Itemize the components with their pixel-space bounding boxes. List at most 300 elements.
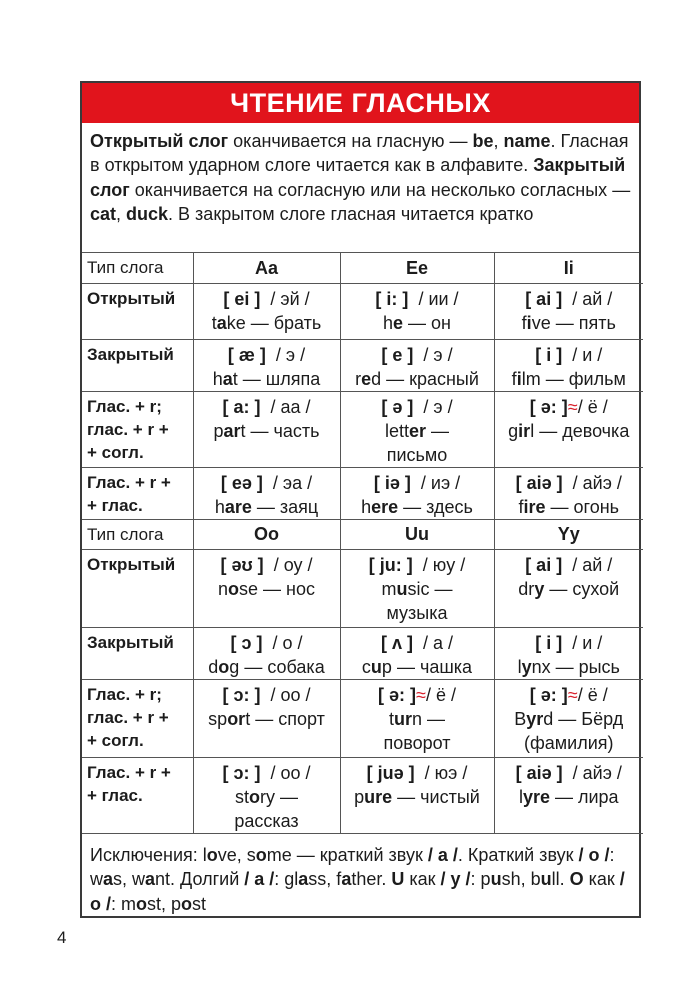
transcription-line [194, 395, 340, 419]
transcription-line [495, 631, 644, 655]
exc-text: sh, b [501, 869, 541, 889]
exc-bold: / y / [440, 869, 471, 889]
example-word-part: g [229, 656, 240, 677]
transcription-line [341, 395, 494, 419]
example-word-part: d [371, 368, 382, 389]
example-word-vowel: u [396, 578, 408, 599]
example-word-part: ke [226, 312, 246, 333]
russian-transcription: / ай / [572, 554, 613, 575]
syllable-type-line: Закрытый [87, 344, 174, 364]
example-line [495, 419, 644, 443]
translation: — чашка [391, 656, 473, 677]
syllable-type-cell [82, 757, 193, 833]
example-word-part: lm [521, 368, 541, 389]
column-header-letter: Oo [193, 519, 340, 549]
exc-text: как [583, 869, 620, 889]
syllable-type-line: Глас. + r; [87, 396, 162, 416]
exc-text: : gl [274, 869, 299, 889]
transcription-line [194, 761, 340, 785]
vowel-cell [494, 679, 643, 757]
translation: — красный [381, 368, 479, 389]
column-header-letter: Ii [494, 253, 643, 283]
table-row [82, 627, 643, 679]
transcription-line [495, 287, 644, 311]
intro-term-open: Открытый слог [90, 131, 229, 151]
ipa-transcription: [ ə ] [381, 396, 414, 417]
example-word-part: f [521, 312, 527, 333]
russian-transcription: / иэ / [420, 472, 461, 493]
russian-transcription: / ё / [425, 684, 456, 705]
example-word-vowel: yr [526, 708, 544, 729]
translation: — [422, 708, 446, 729]
intro-example: cat [90, 204, 117, 225]
example-word-vowel: ur [393, 708, 412, 729]
ipa-transcription: [ ə: ] [378, 684, 417, 705]
example-word-part: l [530, 420, 535, 441]
ipa-transcription: [ i ] [535, 632, 563, 653]
example-line [341, 707, 494, 731]
example-word-part: t [388, 708, 394, 729]
example-line [341, 367, 494, 391]
example-line [495, 311, 644, 335]
syllable-type-line: + глас. [87, 495, 143, 515]
transcription-line [194, 343, 340, 367]
table-row [82, 679, 643, 757]
vowel-cell [494, 339, 643, 391]
example-word-part: t [245, 708, 251, 729]
exc-bold: a [341, 869, 352, 889]
vowel-cell [494, 549, 643, 627]
exc-text: ve, s [217, 844, 256, 865]
vowel-cell [340, 391, 494, 467]
syllable-type-line: Открытый [87, 554, 176, 574]
exc-bold: u [490, 869, 502, 889]
translation: — спорт [250, 708, 325, 729]
example-word-part: d [208, 656, 219, 677]
example-word-part: n [411, 708, 422, 729]
exc-bold: / o / [90, 869, 625, 914]
intro-text: , [493, 131, 504, 151]
table-row [82, 467, 643, 519]
example-word-part: t [232, 368, 238, 389]
translation: — он [403, 312, 451, 333]
example-line [341, 785, 494, 809]
exc-bold: o [136, 893, 147, 914]
example-word-part: t [211, 312, 217, 333]
translation: — пять [550, 312, 616, 333]
column-header-letter: Aa [193, 253, 340, 283]
intro-text: , [116, 204, 127, 225]
translation: — брать [245, 312, 322, 333]
example-line [194, 419, 340, 443]
exc-text: Исключения: l [90, 844, 207, 865]
ipa-transcription: [ e ] [381, 344, 414, 365]
intro-text: оканчивается на гласную — [228, 131, 473, 151]
transcription-line [495, 761, 644, 785]
russian-transcription: / оу / [273, 554, 313, 575]
syllable-type-line: + согл. [87, 442, 144, 462]
ipa-transcription: [ ɔ: ] [222, 762, 261, 783]
table-row [82, 339, 643, 391]
russian-transcription: / ё / [577, 396, 608, 417]
transcription-line [341, 683, 494, 707]
intro-example: duck [126, 204, 169, 225]
ipa-transcription: [ i: ] [375, 288, 409, 309]
exceptions-paragraph [82, 834, 639, 917]
russian-transcription: / эй / [270, 288, 310, 309]
syllable-type-cell [82, 339, 193, 391]
exc-bold: o [181, 893, 193, 914]
table-row [82, 283, 643, 339]
vowel-cell [193, 391, 340, 467]
example-line [495, 367, 644, 391]
example-word-part: m [381, 578, 397, 599]
example-word-part: h [383, 312, 394, 333]
ipa-transcription: [ əʊ ] [220, 554, 264, 575]
example-word-vowel: yre [522, 786, 550, 807]
ipa-transcription: [ aiə ] [515, 762, 563, 783]
ipa-transcription: [ i ] [535, 344, 563, 365]
example-line [194, 577, 340, 601]
table-row [82, 757, 643, 833]
example-word-part: f [511, 368, 517, 389]
vowel-cell [494, 283, 643, 339]
syllable-type-line: + согл. [87, 730, 144, 750]
column-header-syllable-type: Тип слога [82, 519, 193, 549]
intro-term-closed: Закрытый слог [90, 155, 626, 200]
example-word-part: l [518, 786, 523, 807]
example-line [495, 707, 644, 731]
transcription-line [341, 287, 494, 311]
exc-bold: / o / [578, 844, 610, 865]
exc-text: st, p [147, 893, 182, 914]
transcription-line [495, 471, 644, 495]
example-word-vowel: a [222, 368, 233, 389]
transcription-line [341, 761, 494, 785]
example-word-part: t [240, 420, 246, 441]
exc-text: : p [470, 869, 491, 889]
russian-transcription: / оо / [270, 762, 311, 783]
example-word-part: d [543, 708, 554, 729]
russian-transcription: / и / [572, 632, 603, 653]
example-line [341, 577, 494, 601]
translation-continued: письмо [386, 444, 448, 465]
syllable-type-line: Закрытый [87, 632, 174, 652]
example-line [194, 367, 340, 391]
example-line [495, 655, 644, 679]
example-word-vowel: y [521, 656, 532, 677]
approx-sign: ≈ [567, 684, 578, 705]
exc-bold: a [298, 869, 309, 889]
translation: — здесь [398, 496, 473, 517]
example-line [495, 785, 644, 809]
example-word-vowel: i [526, 312, 532, 333]
example-word-vowel: o [218, 656, 230, 677]
syllable-type-cell [82, 549, 193, 627]
russian-transcription: / юу / [422, 554, 466, 575]
example-word-part: sp [208, 708, 228, 729]
exc-bold: / a / [244, 869, 275, 889]
example-line [194, 311, 340, 335]
page-title: ЧТЕНИЕ ГЛАСНЫХ [82, 83, 639, 123]
vowel-cell [340, 339, 494, 391]
example-word-vowel: ure [364, 786, 393, 807]
intro-text: . Гласная в открытом ударном слоге читается как в алфавите. [90, 131, 629, 176]
vowel-cell [494, 391, 643, 467]
translation: — часть [245, 420, 320, 441]
example-word-part: nx [531, 656, 551, 677]
example-word-vowel: e [393, 312, 404, 333]
ipa-transcription: [ ɔ ] [230, 632, 263, 653]
exc-text: st [192, 893, 207, 914]
table-header-row [82, 519, 643, 549]
translation: — чистый [392, 786, 480, 807]
transcription-line [341, 471, 494, 495]
syllable-type-cell [82, 679, 193, 757]
syllable-type-line: Глас. + r; [87, 684, 162, 704]
column-header-letter: Yy [494, 519, 643, 549]
translation-continued: (фамилия) [523, 732, 614, 753]
vowel-cell [340, 283, 494, 339]
example-word-part: p [213, 420, 224, 441]
transcription-line [194, 471, 340, 495]
syllable-type-line: Открытый [87, 288, 176, 308]
transcription-line [341, 343, 494, 367]
syllable-type-cell [82, 467, 193, 519]
vowel-cell [340, 467, 494, 519]
transcription-line [495, 343, 644, 367]
example-word-part: l [517, 656, 522, 677]
ipa-transcription: [ ei ] [223, 288, 261, 309]
ipa-transcription: [ a: ] [222, 396, 261, 417]
translation: — [426, 420, 450, 441]
translation: — рысь [550, 656, 620, 677]
exc-text: . Краткий звук [457, 844, 579, 865]
translation: — огонь [545, 496, 620, 517]
example-word-vowel: o [249, 786, 260, 807]
ipa-transcription: [ æ ] [227, 344, 266, 365]
transcription-line [495, 553, 644, 577]
russian-transcription: / а / [423, 632, 454, 653]
vowel-cell [193, 549, 340, 627]
example-word-vowel: e [361, 368, 372, 389]
translation: — лира [549, 786, 619, 807]
example-word-vowel: ir [518, 420, 531, 441]
vowel-cell [340, 757, 494, 833]
column-header-letter: Ee [340, 253, 494, 283]
example-line [495, 577, 644, 601]
ipa-transcription: [ ə: ] [529, 684, 568, 705]
translation-continued: поворот [383, 732, 451, 753]
russian-transcription: / юэ / [424, 762, 468, 783]
exc-text: ther. [351, 869, 392, 889]
intro-text: оканчивается на согласную или на несколько согласных — [129, 179, 631, 200]
example-line [194, 707, 340, 731]
vowel-cell [340, 627, 494, 679]
vowel-table [82, 253, 643, 834]
translation: — шляпа [237, 368, 321, 389]
transcription-line [194, 683, 340, 707]
russian-transcription: / ё / [577, 684, 608, 705]
russian-transcription: / аа / [270, 396, 311, 417]
ipa-transcription: [ ai ] [525, 554, 563, 575]
example-word-part: B [514, 708, 527, 729]
transcription-line [495, 395, 644, 419]
exc-bold: O [569, 869, 584, 889]
ipa-transcription: [ ai ] [525, 288, 563, 309]
example-word-vowel: or [227, 708, 246, 729]
russian-transcription: / и / [572, 344, 603, 365]
translation: — собака [239, 656, 325, 677]
example-word-vowel: are [224, 496, 252, 517]
exc-text: nt. Долгий [155, 869, 245, 889]
translation: — нос [258, 578, 315, 599]
transcription-line [194, 631, 340, 655]
example-word-part: ve [531, 312, 551, 333]
example-word-part: p [381, 656, 392, 677]
vowel-cell [193, 757, 340, 833]
intro-example: be [472, 131, 494, 151]
translation: — фильм [540, 368, 626, 389]
translation: — заяц [251, 496, 319, 517]
russian-transcription: / айэ / [572, 762, 622, 783]
example-word-part: h [214, 496, 225, 517]
example-line [341, 655, 494, 679]
example-word-part: g [508, 420, 519, 441]
russian-transcription: / ии / [418, 288, 459, 309]
syllable-type-line: глас. + r + [87, 419, 169, 439]
exc-bold: a [145, 869, 156, 889]
ipa-transcription: [ eə ] [220, 472, 263, 493]
example-word-vowel: ar [223, 420, 241, 441]
exc-bold: o [255, 844, 267, 865]
russian-transcription: / э / [423, 396, 453, 417]
translation-continued: рассказ [234, 810, 299, 831]
vowel-cell [340, 679, 494, 757]
ipa-transcription: [ iə ] [373, 472, 411, 493]
exc-text: как [404, 869, 441, 889]
vowel-cell [193, 339, 340, 391]
approx-sign: ≈ [416, 684, 426, 705]
example-line [194, 785, 340, 809]
exc-text: s, w [113, 869, 146, 889]
approx-sign: ≈ [567, 396, 578, 417]
example-word-part: se [239, 578, 259, 599]
syllable-type-line: Глас. + r + [87, 472, 171, 492]
russian-transcription: / айэ / [572, 472, 622, 493]
exc-text: : m [111, 893, 136, 914]
transcription-line [194, 287, 340, 311]
translation: — [429, 578, 453, 599]
exc-text: me — краткий звук [266, 844, 428, 865]
vowel-cell [494, 757, 643, 833]
example-word-part: lett [384, 420, 409, 441]
column-header-syllable-type: Тип слога [82, 253, 193, 283]
example-word-part: h [212, 368, 223, 389]
vowel-cell [193, 283, 340, 339]
exc-bold: u [540, 869, 552, 889]
example-line [194, 495, 340, 519]
vowel-cell [340, 549, 494, 627]
vowel-cell [193, 627, 340, 679]
ipa-transcription: [ ʌ ] [380, 632, 413, 653]
transcription-line [495, 683, 644, 707]
russian-transcription: / о / [272, 632, 303, 653]
syllable-type-cell [82, 283, 193, 339]
example-word-vowel: ere [371, 496, 399, 517]
exc-bold: o [206, 844, 218, 865]
example-word-part: sic [407, 578, 430, 599]
example-word-part: st [234, 786, 249, 807]
vowel-cell [193, 467, 340, 519]
vowel-cell [494, 467, 643, 519]
russian-transcription: / э / [423, 344, 453, 365]
transcription-line [194, 553, 340, 577]
example-word-vowel: i [516, 368, 522, 389]
syllable-type-cell [82, 627, 193, 679]
translation: — [275, 786, 299, 807]
ipa-transcription: [ juə ] [366, 762, 415, 783]
example-line [495, 495, 644, 519]
transcription-line [341, 553, 494, 577]
column-header-letter: Uu [340, 519, 494, 549]
intro-paragraph [82, 123, 639, 253]
syllable-type-line: Глас. + r + [87, 762, 171, 782]
example-word-part: p [354, 786, 365, 807]
table-row [82, 391, 643, 467]
page-number: 4 [57, 928, 67, 947]
translation: — сухой [544, 578, 620, 599]
russian-transcription: / эа / [272, 472, 313, 493]
example-line [341, 311, 494, 335]
exc-text: ss, f [308, 869, 342, 889]
transcription-line [341, 631, 494, 655]
example-word-vowel: u [370, 656, 382, 677]
example-word-vowel: y [534, 578, 545, 599]
vowel-table-body [82, 253, 643, 833]
example-line [194, 655, 340, 679]
intro-text: . В закрытом слоге гласная читается кратко [168, 204, 534, 225]
intro-example: name [503, 131, 551, 151]
russian-transcription: / оо / [270, 684, 311, 705]
translation: — Бёрд [553, 708, 624, 729]
vowel-reading-card [80, 81, 641, 918]
example-word-part: ry [260, 786, 275, 807]
example-word-part: c [361, 656, 371, 677]
example-word-vowel: ire [523, 496, 546, 517]
russian-transcription: / ай / [572, 288, 613, 309]
syllable-type-line: глас. + r + [87, 707, 169, 727]
example-word-part: f [518, 496, 524, 517]
example-word-vowel: a [216, 312, 227, 333]
russian-transcription: / э / [275, 344, 306, 365]
ipa-transcription: [ ju: ] [368, 554, 413, 575]
example-word-part: h [361, 496, 372, 517]
ipa-transcription: [ aiə ] [515, 472, 563, 493]
example-word-part: r [355, 368, 362, 389]
example-word-vowel: er [408, 420, 426, 441]
translation: — девочка [534, 420, 630, 441]
exc-bold: U [391, 869, 405, 889]
example-word-part: dr [518, 578, 535, 599]
translation-continued: музыка [386, 602, 448, 623]
exc-bold: a [103, 869, 114, 889]
example-line [341, 495, 494, 519]
table-header-row [82, 253, 643, 283]
syllable-type-cell [82, 391, 193, 467]
exc-bold: / a / [427, 844, 458, 865]
exc-text: : w [90, 844, 615, 889]
